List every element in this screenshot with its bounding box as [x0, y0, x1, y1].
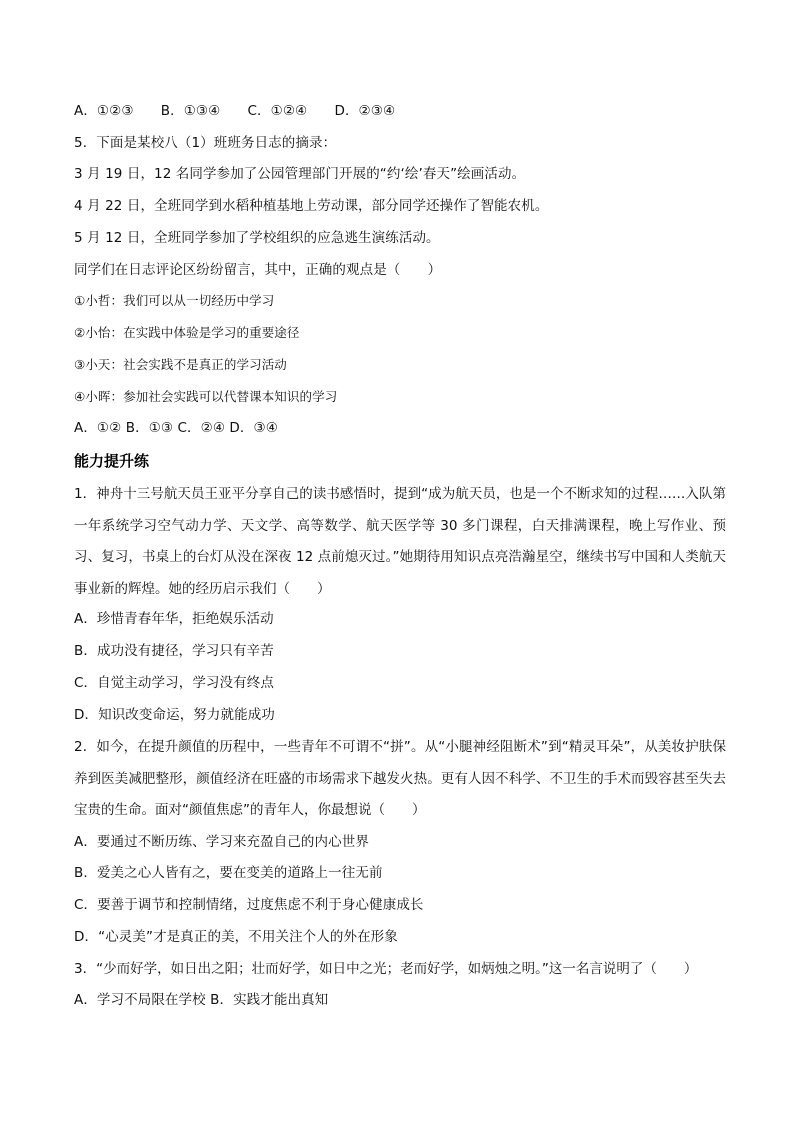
problem-3-stem: 3．“少而好学，如日出之阳；壮而好学，如日中之光；老而好学，如炳烛之明。”这一名言说明了（ ） — [74, 961, 698, 977]
log-entry-1: 3 月 19 日，12 名同学参加了公园管理部门开展的“约‘绘’春天”绘画活动。 — [74, 166, 526, 182]
view-2: ②小怡：在实践中体验是学习的重要途径 — [74, 325, 300, 340]
problem-1-option-b: B．成功没有捷径，学习只有辛苦 — [74, 643, 274, 659]
problem-3-options: A．学习不局限在学校 B．实践才能出真知 — [74, 992, 329, 1008]
problem-1-option-d: D．知识改变命运，努力就能成功 — [74, 707, 275, 723]
view-1: ①小哲：我们可以从一切经历中学习 — [74, 293, 275, 308]
section-title: 能力提升练 — [74, 452, 150, 470]
problem-2-option-b: B．爱美之心人皆有之，要在变美的道路上一往无前 — [74, 865, 383, 881]
problem-1-stem: 1．神舟十三号航天员王亚平分享自己的读书感悟时，提到“成为航天员，也是一个不断求知的过程……入队第一年系统学习空气动力学、天文学、高等数学、航天医学等 30 多门课程，白天排满课程，晚上写作业、预习、复习，书桌上的台灯从没在深夜 12 点前熄灭过。”她期待用知识点亮浩瀚星空，继续书写中国和人类航天事业新的辉煌。她的经历启示我们（ ） — [74, 486, 726, 597]
view-3: ③小天：社会实践不是真正的学习活动 — [74, 357, 287, 372]
problem-1-option-a: A．珍惜青春年华，拒绝娱乐活动 — [74, 611, 274, 627]
question-5-prompt: 同学们在日志评论区纷纷留言，其中，正确的观点是（ ） — [74, 262, 442, 278]
problem-2-option-d: D．“心灵美”才是真正的美，不用关注个人的外在形象 — [74, 929, 398, 945]
problem-2-option-a: A．要通过不断历练、学习来充盈自己的内心世界 — [74, 834, 369, 850]
problem-2-option-c: C．要善于调节和控制情绪，过度焦虑不利于身心健康成长 — [74, 897, 424, 913]
log-entry-3: 5 月 12 日，全班同学参加了学校组织的应急逃生演练活动。 — [74, 230, 440, 246]
view-4: ④小晖：参加社会实践可以代替课本知识的学习 — [74, 389, 338, 404]
question-5-stem: 5．下面是某校八（1）班班务日志的摘录： — [74, 135, 337, 151]
problem-2-stem: 2．如今，在提升颜值的历程中，一些青年不可谓不“拼”。从“小腿神经阻断术”到“精灵耳朵”，从美妆护肤保养到医美减肥整形，颜值经济在旺盛的市场需求下越发火热。更有人因不科学、不卫生的手术而毁容甚至失去宝贵的生命。面对“颜值焦虑”的青年人，你最想说（ ） — [74, 739, 726, 818]
log-entry-2: 4 月 22 日，全班同学到水稻种植基地上劳动课，部分同学还操作了智能农机。 — [74, 198, 549, 214]
prev-question-options: A．①②③ B．①③④ C．①②④ D．②③④ — [74, 103, 396, 119]
problem-1-option-c: C．自觉主动学习，学习没有终点 — [74, 675, 274, 691]
question-5-options: A．①② B．①③ C．②④ D．③④ — [74, 420, 278, 436]
